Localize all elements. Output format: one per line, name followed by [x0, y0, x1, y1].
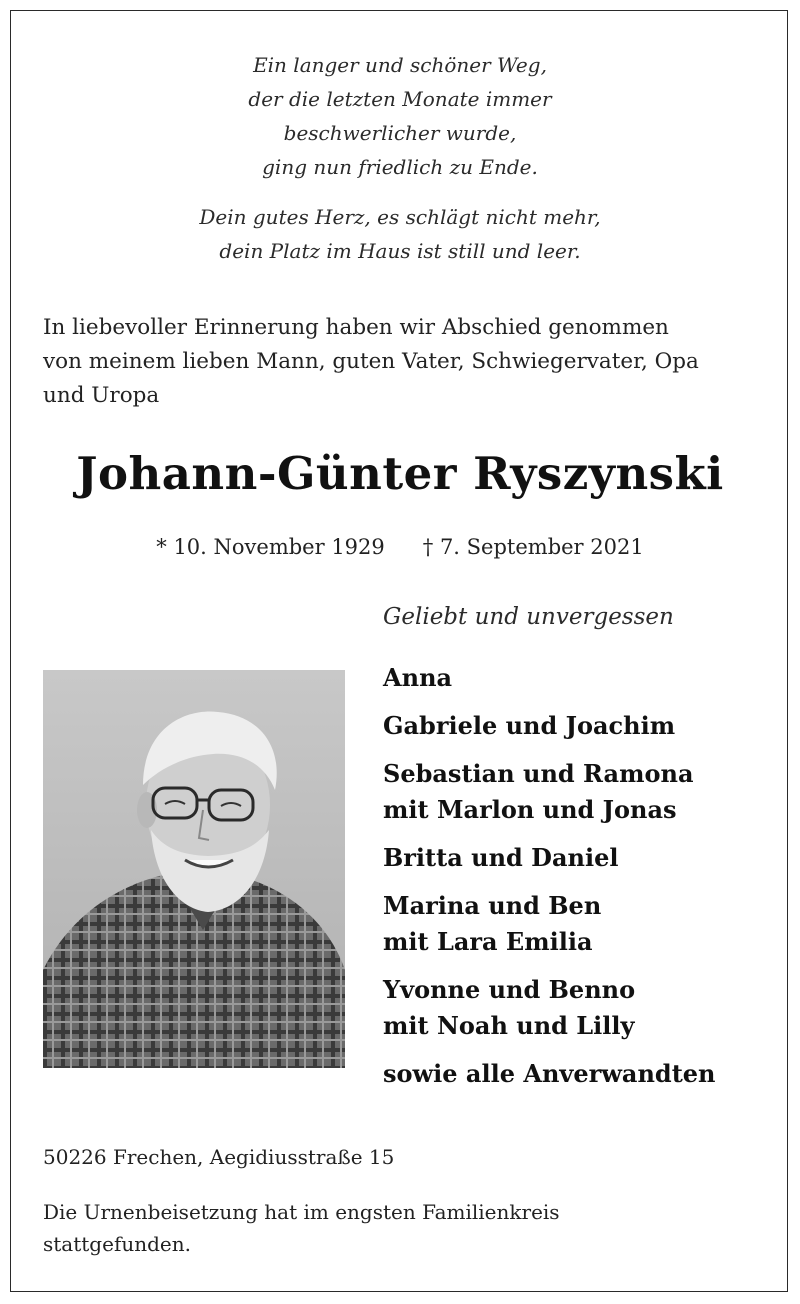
- mourner-line: sowie alle Anverwandten: [383, 1059, 716, 1088]
- mourner-group: [383, 840, 783, 876]
- intro-line: und Uropa: [43, 383, 160, 408]
- poem-line: Ein langer und schöner Weg,: [253, 53, 547, 77]
- intro-line: In liebevoller Erinnerung haben wir Abschied genommen: [43, 315, 669, 340]
- mourner-line: Sebastian und Ramona: [383, 759, 694, 788]
- mourner-line: mit Noah und Lilly: [383, 1011, 635, 1040]
- poem-stanza-1: [0, 48, 800, 184]
- mourner-line: Marina und Ben: [383, 891, 602, 920]
- poem-line: beschwerlicher wurde,: [283, 121, 517, 145]
- poem-line: ging nun friedlich zu Ende.: [262, 155, 538, 179]
- address: 50226 Frechen, Aegidiusstraße 15: [43, 1145, 395, 1169]
- mourner-group: [383, 660, 783, 696]
- intro-line: von meinem lieben Mann, guten Vater, Schwiegervater, Opa: [43, 349, 699, 374]
- death-date: † 7. September 2021: [422, 535, 644, 559]
- remembrance-line: Geliebt und unvergessen: [383, 604, 674, 630]
- mourner-line: Britta und Daniel: [383, 843, 619, 872]
- mourners-list: [383, 660, 783, 1104]
- mourner-group: [383, 972, 783, 1044]
- mourner-group: [383, 756, 783, 828]
- notice-line: Die Urnenbeisetzung hat im engsten Familienkreis: [43, 1200, 560, 1224]
- mourner-line: Anna: [383, 663, 453, 692]
- burial-notice: [43, 1196, 663, 1260]
- poem-stanza-2: [0, 200, 800, 268]
- poem-line: Dein gutes Herz, es schlägt nicht mehr,: [199, 205, 601, 229]
- deceased-name: Johann-Günter Ryszynski: [76, 447, 724, 500]
- portrait-photo: [43, 670, 345, 1068]
- portrait-image: [43, 670, 345, 1068]
- mourner-group: [383, 708, 783, 744]
- mourner-line: mit Lara Emilia: [383, 927, 593, 956]
- poem-line: dein Platz im Haus ist still und leer.: [219, 239, 581, 263]
- intro-text: [43, 311, 763, 413]
- mourner-line: Yvonne und Benno: [383, 975, 636, 1004]
- mourner-group: [383, 1056, 783, 1092]
- life-dates: [0, 535, 800, 559]
- notice-line: stattgefunden.: [43, 1232, 191, 1256]
- mourner-group: [383, 888, 783, 960]
- birth-date: * 10. November 1929: [156, 535, 385, 559]
- mourner-line: mit Marlon und Jonas: [383, 795, 677, 824]
- mourner-line: Gabriele und Joachim: [383, 711, 676, 740]
- poem-line: der die letzten Monate immer: [248, 87, 552, 111]
